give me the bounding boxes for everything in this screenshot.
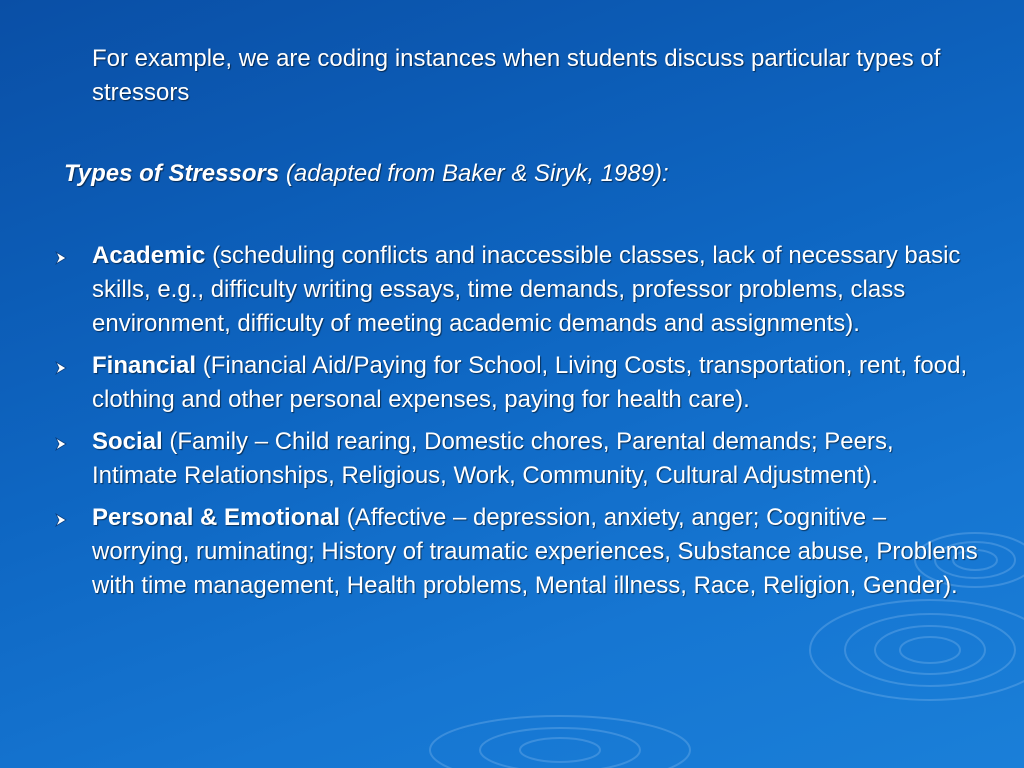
list-item-personal-emotional — [0, 501, 1024, 603]
list-item-academic — [0, 239, 1024, 341]
stressor-term: Social — [92, 428, 163, 455]
stressor-description: (Affective – depression, anxiety, anger; Cognitive – worrying, ruminating; History of traumatic experiences, Substance abuse, Problems with time management, Health problems, Mental illness, Race, Religion, Gender). — [92, 504, 978, 599]
arrowhead-bullet-icon — [54, 437, 68, 451]
types-heading-label: Types of Stressors — [64, 160, 280, 187]
intro-text: For example, we are coding instances when students discuss particular types of stressors — [92, 45, 941, 106]
stressor-description: (Financial Aid/Paying for School, Living Costs, transportation, rent, food, clothing and other personal expenses, paying for health care). — [92, 352, 968, 413]
list-item-financial — [0, 349, 1024, 417]
stressor-description: (Family – Child rearing, Domestic chores, Parental demands; Peers, Intimate Relationships, Religious, Work, Community, Cultural Adjustment). — [92, 428, 894, 489]
arrowhead-bullet-icon — [54, 361, 68, 375]
stressor-term: Personal & Emotional — [92, 504, 341, 531]
types-heading — [64, 157, 964, 191]
stressor-description: (scheduling conflicts and inaccessible classes, lack of necessary basic skills, e.g., difficulty writing essays, time demands, professor problems, class environment, difficulty of meeting academic demands and assignments). — [92, 242, 961, 337]
stressor-term: Financial — [92, 352, 197, 379]
arrowhead-bullet-icon — [54, 513, 68, 527]
types-heading-note: (adapted from Baker & Siryk, 1989): — [285, 160, 669, 187]
stressor-list — [0, 239, 1024, 611]
list-item-social — [0, 425, 1024, 493]
stressor-term: Academic — [92, 242, 206, 269]
arrowhead-bullet-icon — [54, 251, 68, 265]
